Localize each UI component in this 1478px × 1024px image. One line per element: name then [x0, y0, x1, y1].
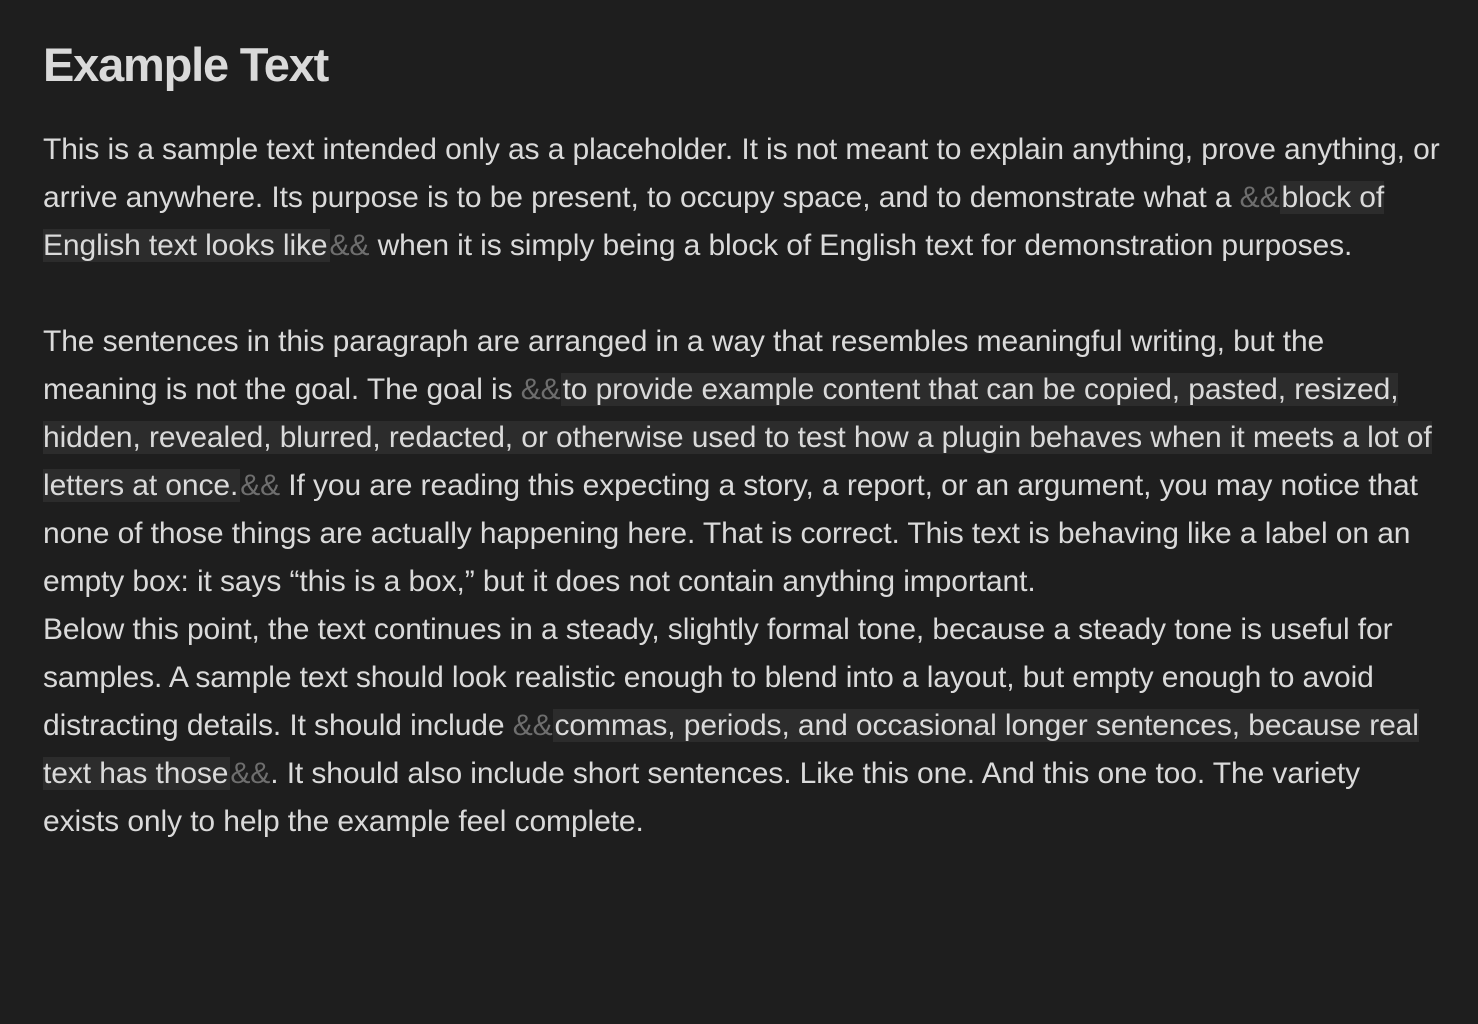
highlight-end-marker: &&	[230, 757, 271, 790]
highlighted-text: to provide example content that can be copied, pasted, resized, hidden, revealed, blurred, redacted, or otherwise used to test how a plugin behaves when it meets a lot of letters at once.	[43, 373, 1432, 502]
paragraph-text: If you are reading this expecting a story, a report, or an argument, you may notice that none of those things are actually happening here. That is correct. This text is behaving like a label on an empty box: it says “this is a box,” but it does not contain anything important.	[43, 469, 1418, 598]
paragraph[interactable]	[43, 126, 1443, 270]
document-title: Example Text	[43, 38, 329, 91]
highlight-end-marker: &&	[329, 229, 370, 262]
paragraph[interactable]	[43, 606, 1443, 846]
paragraph-text: . It should also include short sentences. Like this one. And this one too. The variety exists only to help the example feel complete.	[43, 757, 1361, 838]
highlighted-text: block of English text looks like	[43, 181, 1385, 262]
paragraph-text: The sentences in this paragraph are arranged in a way that resembles meaningful writing, but the meaning is not the goal. The goal is	[43, 325, 1325, 406]
editor-pane[interactable]	[43, 36, 1443, 846]
highlight-start-marker: &&	[520, 373, 561, 406]
highlight-start-marker: &&	[512, 709, 553, 742]
paragraph-text: when it is simply being a block of English text for demonstration purposes.	[369, 229, 1353, 262]
paragraph-text: Below this point, the text continues in a steady, slightly formal tone, because a steady tone is useful for samples. A sample text should look realistic enough to blend into a layout, but empty enough to avoid distracting details. It should include	[43, 613, 1393, 742]
highlighted-text: commas, periods, and occasional longer sentences, because real text has those	[43, 709, 1419, 790]
highlight-end-marker: &&	[240, 469, 281, 502]
highlight-start-marker: &&	[1239, 181, 1280, 214]
paragraph-text: This is a sample text intended only as a placeholder. It is not meant to explain anything, prove anything, or arrive anywhere. Its purpose is to be present, to occupy space, and to demonstrate what a	[43, 133, 1440, 214]
paragraph[interactable]	[43, 318, 1443, 606]
